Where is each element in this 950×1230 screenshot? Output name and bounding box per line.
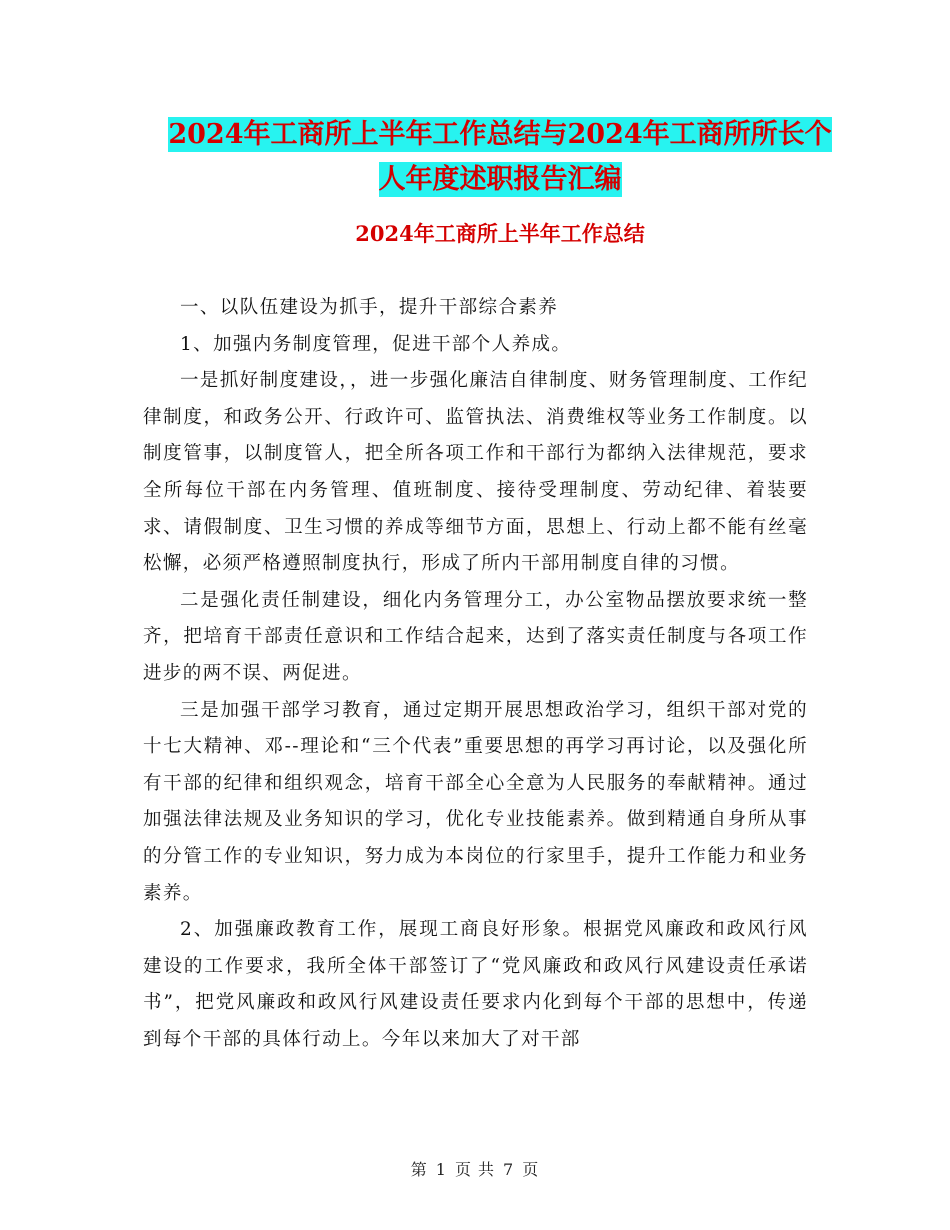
document-title	[140, 112, 860, 202]
paragraph: 二是强化责任制建设，细化内务管理分工，办公室物品摆放要求统一整齐，把培育干部责任意识和工作结合起来，达到了落实责任制度与各项工作进步的两不误、两促进。	[143, 589, 808, 684]
paragraph: 一是抓好制度建设，，进一步强化廉洁自律制度、财务管理制度、工作纪律制度，和政务公开、行政许可、监管执法、消费维权等业务工作制度。以制度管事，以制度管人，把全所各项工作和干部行为都纳入法律规范，要求全所每位干部在内务管理、值班制度、接待受理制度、劳动纪律、着装要求、请假制度、卫生习惯的养成等细节方面，思想上、行动上都不能有丝毫松懈，必须严格遵照制度执行，形成了所内干部用制度自律的习惯。	[143, 370, 808, 575]
section-title: 2024年工商所上半年工作总结	[355, 221, 645, 246]
page-footer	[0, 1157, 950, 1180]
footer-middle: 页 共	[454, 1160, 496, 1179]
paragraph: 2、加强廉政教育工作，展现工商良好形象。根据党风廉政和政风行风建设的工作要求，我所全体干部签订了“党风廉政和政风行风建设责任承诺书”，把党风廉政和政风行风建设责任要求内化到每个干部的思想中，传递到每个干部的具体行动上。今年以来加大了对干部	[143, 919, 808, 1050]
paragraph: 1、加强内务制度管理，促进干部个人养成。	[180, 333, 572, 355]
paragraph: 三是加强干部学习教育，通过定期开展思想政治学习，组织干部对党的十七大精神、邓--理论和“三个代表”重要思想的再学习再讨论，以及强化所有干部的纪律和组织观念，培育干部全心全意为人民服务的奉献精神。通过加强法律法规及业务知识的学习，优化专业技能素养。做到精通自身所从事的分管工作的专业知识，努力成为本岗位的行家里手，提升工作能力和业务素养。	[143, 699, 808, 904]
total-pages: 7	[503, 1160, 515, 1179]
document-body	[143, 290, 808, 1058]
paragraph: 一、以队伍建设为抓手，提升干部综合素养	[180, 297, 559, 318]
title-line-2: 人年度述职报告汇编	[378, 164, 622, 195]
page-number: 1	[435, 1160, 447, 1179]
footer-prefix: 第	[410, 1160, 428, 1179]
footer-suffix: 页	[522, 1160, 540, 1179]
title-line-1: 2024年工商所上半年工作总结与2024年工商所所长个	[168, 119, 832, 150]
